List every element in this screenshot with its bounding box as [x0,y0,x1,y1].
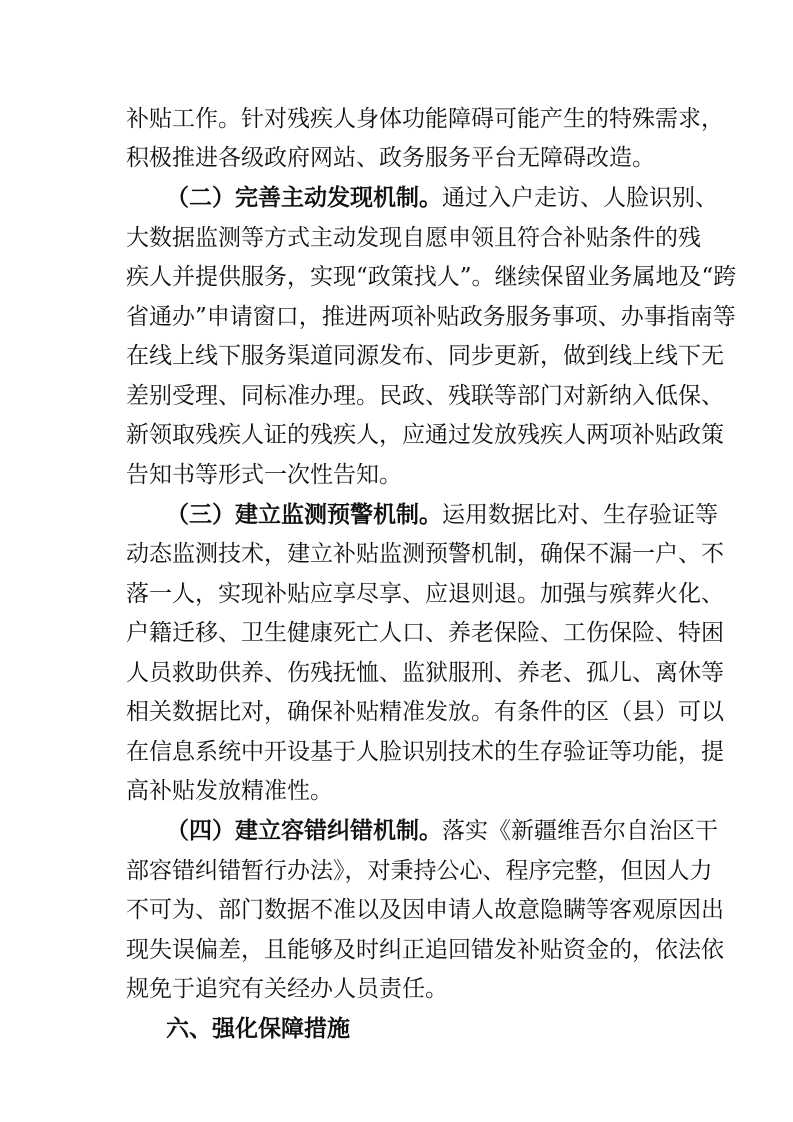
line-text: 规免于追究有关经办人员责任。 [126,976,448,1002]
text-line [126,697,724,727]
line-text: 积极推进各级政府网站、政务服务平台无障碍改造。 [126,145,655,171]
text-line [126,539,724,569]
text-line [166,500,718,530]
text-line [126,262,737,292]
line-text: 动态监测技术，建立补贴监测预警机制，确保不漏一户、不 [126,541,724,567]
line-text: 通过入户走访、人脸识别、 [442,185,718,211]
text-line [166,183,718,213]
text-line [126,104,724,134]
text-line [126,341,724,371]
line-text: 落一人，实现补贴应享尽享、应退则退。加强与殡葬火化、 [126,581,724,607]
line-text: 省通办”申请窗口，推进两项补贴政务服务事项、办事指南等 [126,304,736,330]
text-line [166,816,718,846]
text-line [126,856,713,886]
text-line [126,302,736,332]
line-text: 在信息系统中开设基于人脸识别技术的生存验证等功能，提 [126,739,724,765]
line-text: 部容错纠错暂行办法》，对秉持公心、程序完整，但因人力 [126,858,713,884]
line-text: 不可为、部门数据不准以及因申请人故意隐瞒等客观原因出 [126,897,724,923]
section-heading [166,1014,671,1044]
line-text: 高补贴发放精准性。 [126,778,333,804]
line-text: 大数据监测等方式主动发现自愿申领且符合补贴条件的残 [126,225,701,251]
text-line [126,737,724,767]
text-line [126,223,701,253]
line-text: 现失误偏差，且能够及时纠正追回错发补贴资金的，依法依 [126,937,724,963]
text-line [126,143,671,173]
text-line [126,658,724,688]
subheading-text: （二）完善主动发现机制。 [166,184,442,211]
line-text: 补贴工作。针对残疾人身体功能障碍可能产生的特殊需求， [126,106,724,132]
text-line [126,974,671,1004]
line-text: 户籍迁移、卫生健康死亡人口、养老保险、工伤保险、特困 [126,620,724,646]
line-text: 新领取残疾人证的残疾人，应通过发放残疾人两项补贴政策 [126,422,724,448]
text-line [126,420,724,450]
text-line [126,460,671,490]
line-text: 疾人并提供服务，实现“政策找人”。继续保留业务属地及“跨 [126,264,737,290]
subheading-text: （三）建立监测预警机制。 [166,501,442,528]
subheading-text: 六、强化保障措施 [166,1015,350,1042]
text-line [126,579,724,609]
text-line [126,618,724,648]
line-text: 相关数据比对，确保补贴精准发放。有条件的区（县）可以 [126,699,724,725]
text-line [126,381,724,411]
text-line [126,776,671,806]
line-text: 运用数据比对、生存验证等 [442,502,718,528]
line-text: 差别受理、同标准办理。民政、残联等部门对新纳入低保、 [126,383,724,409]
line-text: 告知书等形式一次性告知。 [126,462,402,488]
text-line [126,935,724,965]
line-text: 在线上线下服务渠道同源发布、同步更新，做到线上线下无 [126,343,724,369]
text-line [126,895,724,925]
line-text: 落实《新疆维吾尔自治区干 [442,818,718,844]
subheading-text: （四）建立容错纠错机制。 [166,817,442,844]
line-text: 人员救助供养、伤残抚恤、监狱服刑、养老、孤儿、离休等 [126,660,724,686]
